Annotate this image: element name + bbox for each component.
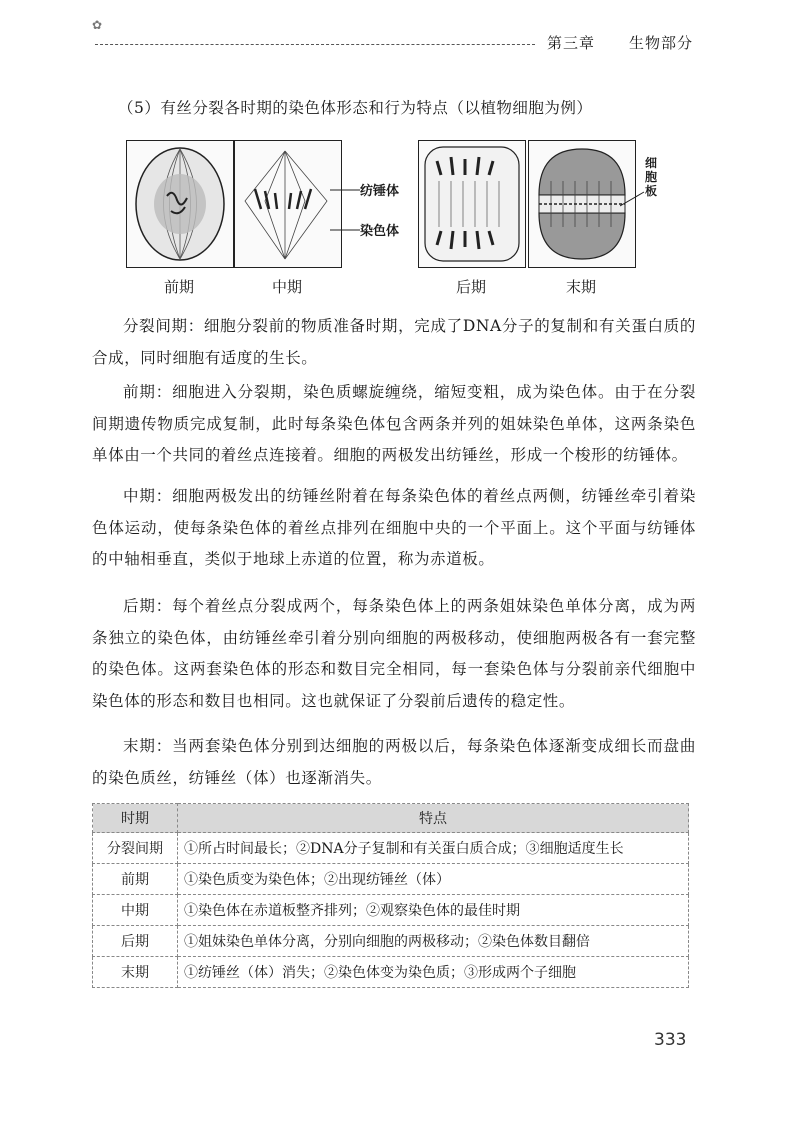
table-cell-period: 中期 bbox=[93, 895, 178, 926]
fig-label-telophase: 末期 bbox=[565, 278, 596, 296]
anaphase-figure bbox=[418, 140, 526, 268]
table-header-cell: 特点 bbox=[178, 804, 689, 833]
metaphase-figure bbox=[234, 140, 342, 268]
prophase-figure bbox=[126, 140, 234, 268]
fig-label-anaphase: 后期 bbox=[455, 278, 486, 296]
paragraph-telophase: 末期：当两套染色体分别到达细胞的两极以后，每条染色体逐渐变成细长而盘曲的染色质丝，纺锤丝（体）也逐渐消失。 bbox=[92, 737, 696, 787]
table-cell-feature: ①染色质变为染色体；②出现纺锤丝（体） bbox=[178, 864, 689, 895]
mitosis-figures bbox=[124, 140, 668, 300]
fig-label-metaphase: 中期 bbox=[271, 278, 302, 296]
table-row bbox=[93, 833, 689, 864]
publisher-logo-icon: ✿ bbox=[92, 18, 103, 32]
header-chapter: 第三章 bbox=[546, 34, 595, 52]
annot-cell-plate: 细胞板 bbox=[644, 156, 657, 198]
annot-plate-pointer bbox=[620, 190, 646, 210]
table-cell-period: 末期 bbox=[93, 957, 178, 988]
table-header-cell: 时期 bbox=[93, 804, 178, 833]
table-cell-feature: ①姐妹染色单体分离，分别向细胞的两极移动；②染色体数目翻倍 bbox=[178, 926, 689, 957]
page-number: 333 bbox=[654, 1030, 687, 1050]
summary-table bbox=[92, 803, 689, 988]
table-header-row bbox=[93, 804, 689, 833]
table-cell-period: 后期 bbox=[93, 926, 178, 957]
header-rule bbox=[95, 44, 535, 45]
paragraph-interphase: 分裂间期：细胞分裂前的物质准备时期，完成了DNA分子的复制和有关蛋白质的合成，同时细胞有适度的生长。 bbox=[92, 317, 696, 367]
fig-label-prophase: 前期 bbox=[163, 278, 194, 296]
table-cell-feature: ①纺锤丝（体）消失；②染色体变为染色质；③形成两个子细胞 bbox=[178, 957, 689, 988]
paragraph-anaphase: 后期：每个着丝点分裂成两个，每条染色体上的两条姐妹染色单体分离，成为两条独立的染色体，由纺锤丝牵引着分别向细胞的两极移动，使细胞两极各有一套完整的染色体。这两套染色体的形态和数目完全相同，每一套染色体与分裂前亲代细胞中染色体的形态和数目也相同。这也就保证了分裂前后遗传的稳定性。 bbox=[92, 597, 696, 710]
figure-caption: （5）有丝分裂各时期的染色体形态和行为特点（以植物细胞为例） bbox=[118, 99, 593, 117]
annot-spindle: 纺锤体 bbox=[360, 184, 400, 199]
paragraph-metaphase: 中期：细胞两极发出的纺锤丝附着在每条染色体的着丝点两侧，纺锤丝牵引着染色体运动，使每条染色体的着丝点排列在细胞中央的一个平面上。这个平面与纺锤体的中轴相垂直，类似于地球上赤道的位置，称为赤道板。 bbox=[92, 487, 696, 568]
running-header bbox=[95, 30, 695, 60]
table-row bbox=[93, 926, 689, 957]
paragraph-prophase: 前期：细胞进入分裂期，染色质螺旋缠绕，缩短变粗，成为染色体。由于在分裂间期遗传物质完成复制，此时每条染色体包含两条并列的姐妹染色单体，这两条染色单体由一个共同的着丝点连接着。细胞的两极发出纺锤丝，形成一个梭形的纺锤体。 bbox=[92, 383, 696, 464]
annot-pointer-lines bbox=[330, 180, 362, 240]
table-cell-feature: ①染色体在赤道板整齐排列；②观察染色体的最佳时期 bbox=[178, 895, 689, 926]
table-row bbox=[93, 895, 689, 926]
table-cell-feature: ①所占时间最长；②DNA分子复制和有关蛋白质合成；③细胞适度生长 bbox=[178, 833, 689, 864]
table-row bbox=[93, 957, 689, 988]
annot-chromosome: 染色体 bbox=[360, 224, 400, 239]
header-part: 生物部分 bbox=[628, 34, 693, 52]
table-cell-period: 前期 bbox=[93, 864, 178, 895]
table-row bbox=[93, 864, 689, 895]
table-cell-period: 分裂间期 bbox=[93, 833, 178, 864]
